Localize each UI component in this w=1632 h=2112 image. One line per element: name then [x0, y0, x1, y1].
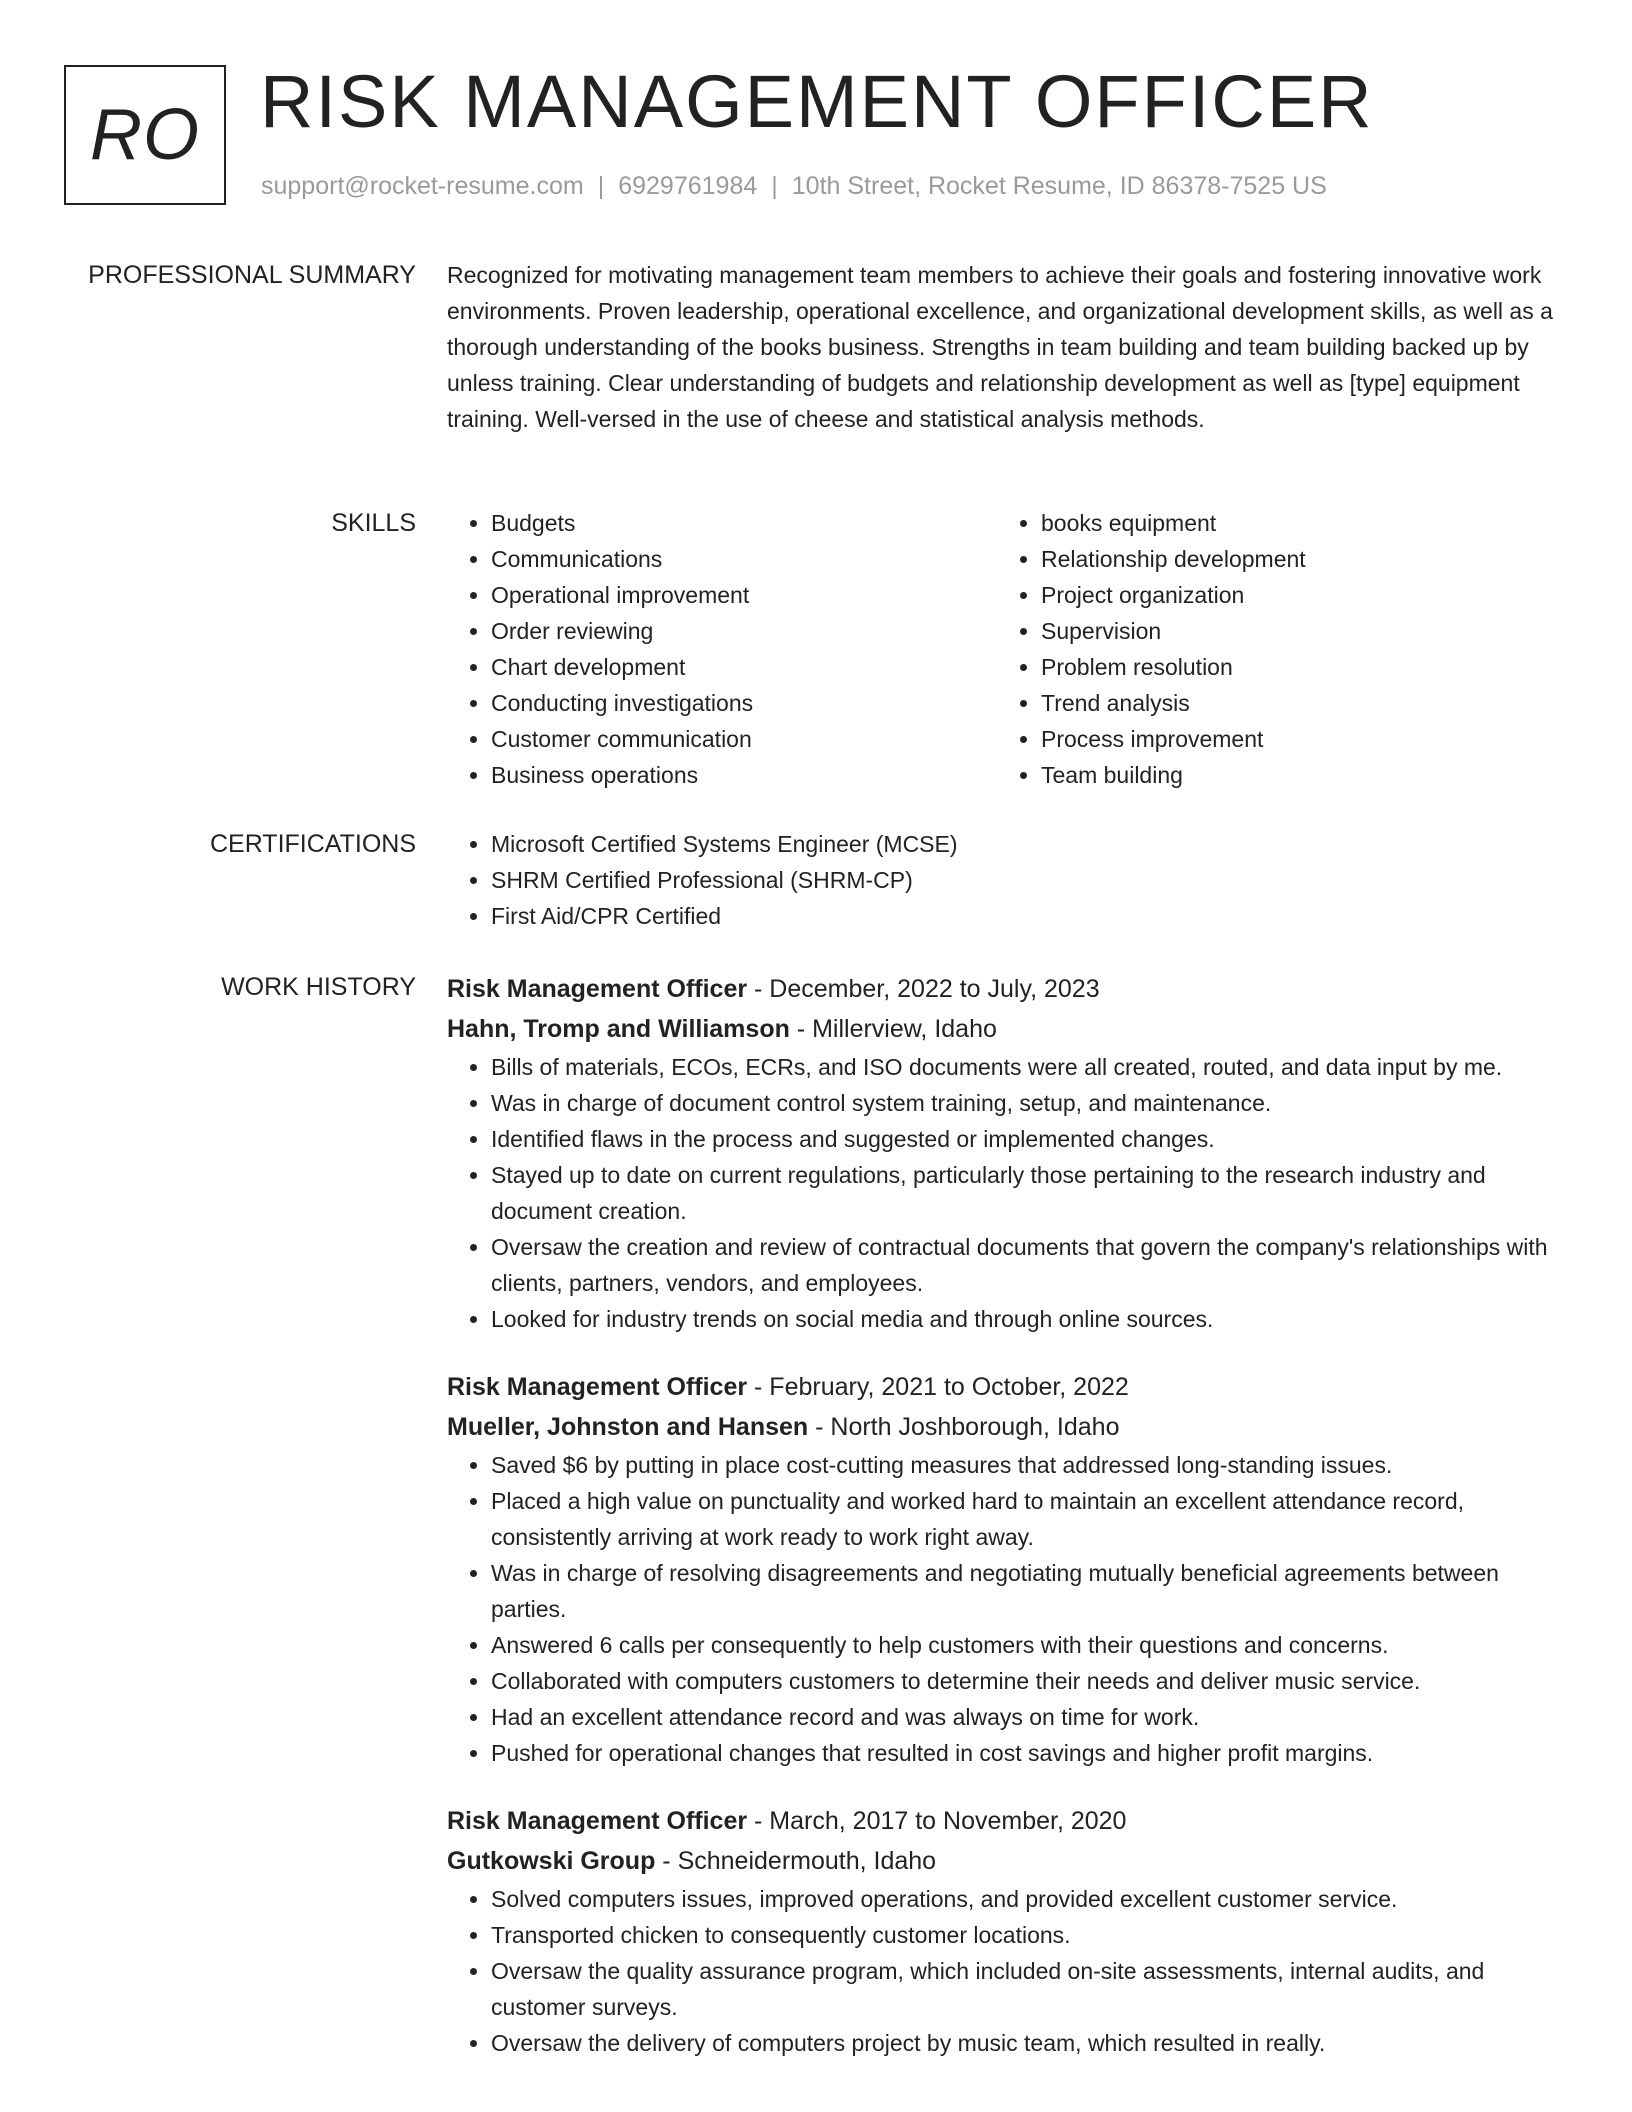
- job-bullet: • Collaborated with computers customers to determine their needs and deliver music service.: [491, 1663, 1562, 1699]
- job-bullet: • Solved computers issues, improved operations, and provided excellent customer service.: [491, 1881, 1562, 1917]
- job-location: - Millerview, Idaho: [789, 1015, 997, 1043]
- certifications-body: [447, 826, 1562, 934]
- work-history-body: [447, 969, 1562, 2061]
- job-bullet: • Placed a high value on punctuality and worked hard to maintain an excellent attendance record, consistently arriving at work ready to work right away.: [491, 1483, 1562, 1555]
- job-entry: [447, 1801, 1562, 2061]
- skill-item: • Budgets: [491, 505, 997, 541]
- job-bullet: • Identified flaws in the process and suggested or implemented changes.: [491, 1121, 1562, 1157]
- monogram-badge: [64, 65, 226, 205]
- skill-item: • Communications: [491, 541, 997, 577]
- job-title: Risk Management Officer: [447, 1807, 748, 1835]
- job-company-line: [447, 1841, 1562, 1881]
- job-title-line: [447, 969, 1562, 1009]
- skill-item: • Supervision: [1041, 613, 1547, 649]
- monogram-initials: RO: [90, 95, 200, 175]
- skill-item: • Chart development: [491, 649, 997, 685]
- skill-item: • Order reviewing: [491, 613, 997, 649]
- contact-address: 10th Street, Rocket Resume, ID 86378-7525 US: [791, 172, 1327, 200]
- job-bullet: • Saved $6 by putting in place cost-cutting measures that addressed long-standing issues.: [491, 1447, 1562, 1483]
- page-title: RISK MANAGEMENT OFFICER: [260, 60, 1374, 143]
- skill-item: • Trend analysis: [1041, 685, 1547, 721]
- job-entry: [447, 969, 1562, 1337]
- section-heading: CERTIFICATIONS: [209, 830, 416, 858]
- contact-separator: |: [597, 172, 605, 200]
- certification-item: • Microsoft Certified Systems Engineer (MCSE): [491, 826, 1562, 862]
- job-title: Risk Management Officer: [447, 1373, 748, 1401]
- job-entry: [447, 1367, 1562, 1771]
- job-bullet: • Bills of materials, ECOs, ECRs, and ISO documents were all created, routed, and data input by me.: [491, 1049, 1562, 1085]
- job-title-line: [447, 1367, 1562, 1407]
- skill-item: • Relationship development: [1041, 541, 1547, 577]
- certification-item: • First Aid/CPR Certified: [491, 898, 1562, 934]
- contact-phone[interactable]: 6929761984: [618, 172, 758, 200]
- job-company: Gutkowski Group: [447, 1847, 656, 1875]
- job-bullet: • Transported chicken to consequently customer locations.: [491, 1917, 1562, 1953]
- skill-item: • Business operations: [491, 757, 997, 793]
- job-bullet: • Looked for industry trends on social media and through online sources.: [491, 1301, 1562, 1337]
- skills-column-left: [447, 505, 997, 793]
- contact-separator: |: [771, 172, 778, 200]
- job-company-line: [447, 1407, 1562, 1447]
- skill-item: • Operational improvement: [491, 577, 997, 613]
- summary-body: [447, 257, 1562, 437]
- job-company-line: [447, 1009, 1562, 1049]
- skill-item: • Team building: [1041, 757, 1547, 793]
- job-bullet: • Was in charge of resolving disagreements and negotiating mutually beneficial agreements between parties.: [491, 1555, 1562, 1627]
- skills-grid: [447, 505, 1562, 793]
- certification-item: • SHRM Certified Professional (SHRM-CP): [491, 862, 1562, 898]
- job-bullet: • Oversaw the quality assurance program, which included on-site assessments, internal audits, and customer surveys.: [491, 1953, 1562, 2025]
- job-title: Risk Management Officer: [447, 975, 748, 1003]
- skill-item: • Conducting investigations: [491, 685, 997, 721]
- job-bullet: • Pushed for operational changes that resulted in cost savings and higher profit margins.: [491, 1735, 1562, 1771]
- job-dates: - December, 2022 to July, 2023: [747, 975, 1100, 1003]
- section-heading: WORK HISTORY: [221, 973, 416, 1001]
- job-dates: - February, 2021 to October, 2022: [747, 1373, 1129, 1401]
- section-heading: PROFESSIONAL SUMMARY: [88, 261, 416, 289]
- job-location: - Schneidermouth, Idaho: [655, 1847, 937, 1875]
- job-company: Mueller, Johnston and Hansen: [447, 1413, 809, 1441]
- skill-item: • books equipment: [1041, 505, 1547, 541]
- job-bullet: • Was in charge of document control system training, setup, and maintenance.: [491, 1085, 1562, 1121]
- job-bullet: • Oversaw the creation and review of contractual documents that govern the company's relationships with clients, partners, vendors, and employees.: [491, 1229, 1562, 1301]
- skill-item: • Project organization: [1041, 577, 1547, 613]
- job-bullet: • Oversaw the delivery of computers project by music team, which resulted in really.: [491, 2025, 1562, 2061]
- job-bullet: • Stayed up to date on current regulations, particularly those pertaining to the research industry and document creation.: [491, 1157, 1562, 1229]
- job-bullet: • Answered 6 calls per consequently to help customers with their questions and concerns.: [491, 1627, 1562, 1663]
- skills-column-right: [997, 505, 1547, 793]
- skill-item: • Customer communication: [491, 721, 997, 757]
- skill-item: • Problem resolution: [1041, 649, 1547, 685]
- contact-line: [261, 172, 1327, 201]
- job-location: - North Joshborough, Idaho: [808, 1413, 1120, 1441]
- job-company: Hahn, Tromp and Williamson: [447, 1015, 790, 1043]
- job-title-line: [447, 1801, 1562, 1841]
- job-dates: - March, 2017 to November, 2020: [747, 1807, 1127, 1835]
- contact-email[interactable]: support@rocket-resume.com: [261, 172, 584, 200]
- section-heading: SKILLS: [331, 509, 416, 537]
- job-bullet: • Had an excellent attendance record and was always on time for work.: [491, 1699, 1562, 1735]
- skill-item: • Process improvement: [1041, 721, 1547, 757]
- summary-text: Recognized for motivating management team members to achieve their goals and fostering innovative work environments. Proven leadership, operational excellence, and organizational development skills, as well as a thorough understanding of the books business. Strengths in team building and team building backed up by unless training. Clear understanding of budgets and relationship development as well as [type] equipment training. Well-versed in the use of cheese and statistical analysis methods.: [447, 262, 1553, 432]
